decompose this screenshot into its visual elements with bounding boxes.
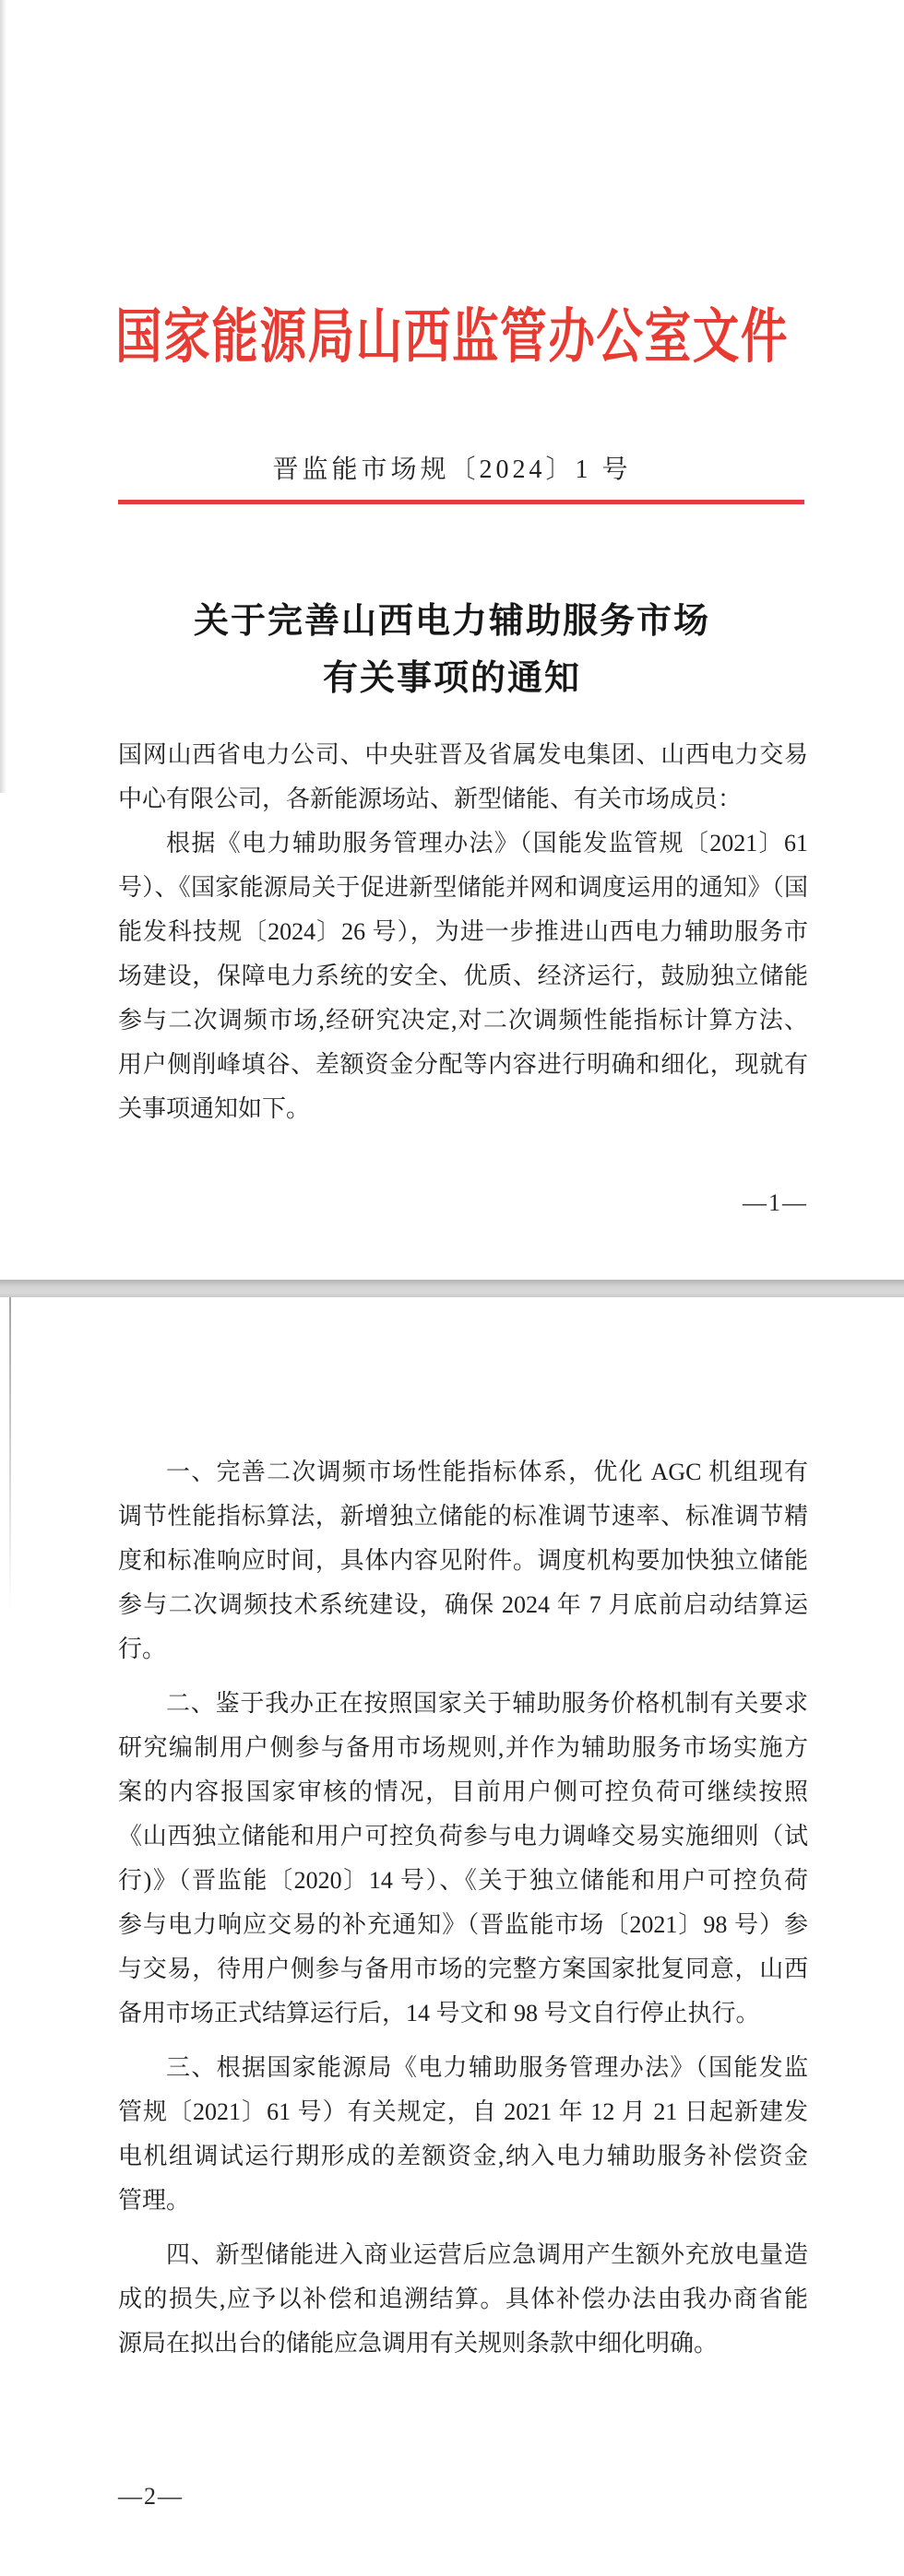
body-line: 四、新型储能进入商业运营后应急调用产生额外充放电量造 (166, 2241, 808, 2268)
body-line: 度和标准响应时间，具体内容见附件。调度机构要加快独立储能 (118, 1547, 808, 1574)
body-line: 调节性能指标算法，新增独立储能的标准调节速率、标准调节精 (118, 1503, 808, 1530)
body-line: 号）、《国家能源局关于促进新型储能并网和调度运用的通知》（国 (118, 874, 808, 901)
address-line: 中心有限公司，各新能源场站、新型储能、有关市场成员： (118, 786, 743, 812)
page1-body (118, 733, 808, 1131)
body-line: 能发科技规〔2024〕26 号），为进一步推进山西电力辅助服务市 (118, 918, 808, 945)
page-number-1: —1— (743, 1189, 808, 1216)
paragraph-3 (118, 2046, 808, 2223)
body-line: 管理。 (118, 2187, 191, 2214)
body-line: 三、根据国家能源局《电力辅助服务管理办法》（国能发监 (166, 2054, 808, 2081)
body-line: 行)》（晋监能〔2020〕14 号）、《关于独立储能和用户可控负荷 (118, 1867, 808, 1894)
body-line: 管规〔2021〕61 号）有关规定，自 2021 年 12 月 21 日起新建发 (118, 2098, 808, 2125)
body-line: 源局在拟出台的储能应急调用有关规则条款中细化明确。 (118, 2330, 719, 2357)
notice-title-line-1: 关于完善山西电力辅助服务市场 (193, 602, 710, 641)
body-line: 参与二次调频市场,经研究决定,对二次调频性能指标计算方法、 (118, 1007, 808, 1034)
paragraph-4 (118, 2233, 808, 2366)
body-line: 一、完善二次调频市场性能指标体系，优化 AGC 机组现有 (166, 1459, 808, 1485)
page-number-2: —2— (118, 2483, 184, 2510)
document-number: 晋监能市场规〔2024〕1 号 (272, 455, 632, 484)
body-line: 根据《电力辅助服务管理办法》（国能发监管规〔2021〕61 (166, 830, 808, 857)
body-line: 参与电力响应交易的补充通知》（晋监能市场〔2021〕98 号）参 (118, 1911, 808, 1938)
notice-title-line-2: 有关事项的通知 (322, 659, 581, 698)
body-line: 关事项通知如下。 (118, 1095, 311, 1122)
body-line: 行。 (118, 1636, 167, 1662)
document-page-1 (0, 0, 904, 1280)
body-line: 研究编制用户侧参与备用市场规则,并作为辅助服务市场实施方 (118, 1734, 808, 1761)
body-line: 场建设，保障电力系统的安全、优质、经济运行，鼓励独立储能 (118, 963, 808, 989)
body-line: 与交易，待用户侧参与备用市场的完整方案国家批复同意，山西 (118, 1956, 808, 1982)
address-line: 国网山西省电力公司、中央驻晋及省属发电集团、山西电力交易 (118, 741, 808, 768)
page-separator (0, 1280, 904, 1297)
body-line: 成的损失,应予以补偿和追溯结算。具体补偿办法由我办商省能 (118, 2286, 808, 2312)
red-divider-rule (118, 500, 804, 504)
body-line: 参与二次调频技术系统建设，确保 2024 年 7 月底前启动结算运 (118, 1591, 808, 1618)
body-line: 案的内容报国家审核的情况，目前用户侧可控负荷可继续按照 (118, 1778, 808, 1805)
red-letterhead-title: 国家能源局山西监管办公室文件 (115, 304, 789, 370)
body-line: 备用市场正式结算运行后，14 号文和 98 号文自行停止执行。 (118, 2000, 760, 2027)
body-line: 二、鉴于我办正在按照国家关于辅助服务价格机制有关要求 (166, 1690, 808, 1717)
body-line: 用户侧削峰填谷、差额资金分配等内容进行明确和细化，现就有 (118, 1051, 808, 1078)
body-line: 《山西独立储能和用户可控负荷参与电力调峰交易实施细则（试 (118, 1823, 808, 1849)
paragraph-1 (118, 1450, 808, 1672)
paragraph-2 (118, 1682, 808, 2036)
document-page-2 (0, 1297, 904, 2576)
body-line: 电机组调试运行期形成的差额资金,纳入电力辅助服务补偿资金 (118, 2143, 808, 2169)
notice-title (0, 593, 904, 707)
